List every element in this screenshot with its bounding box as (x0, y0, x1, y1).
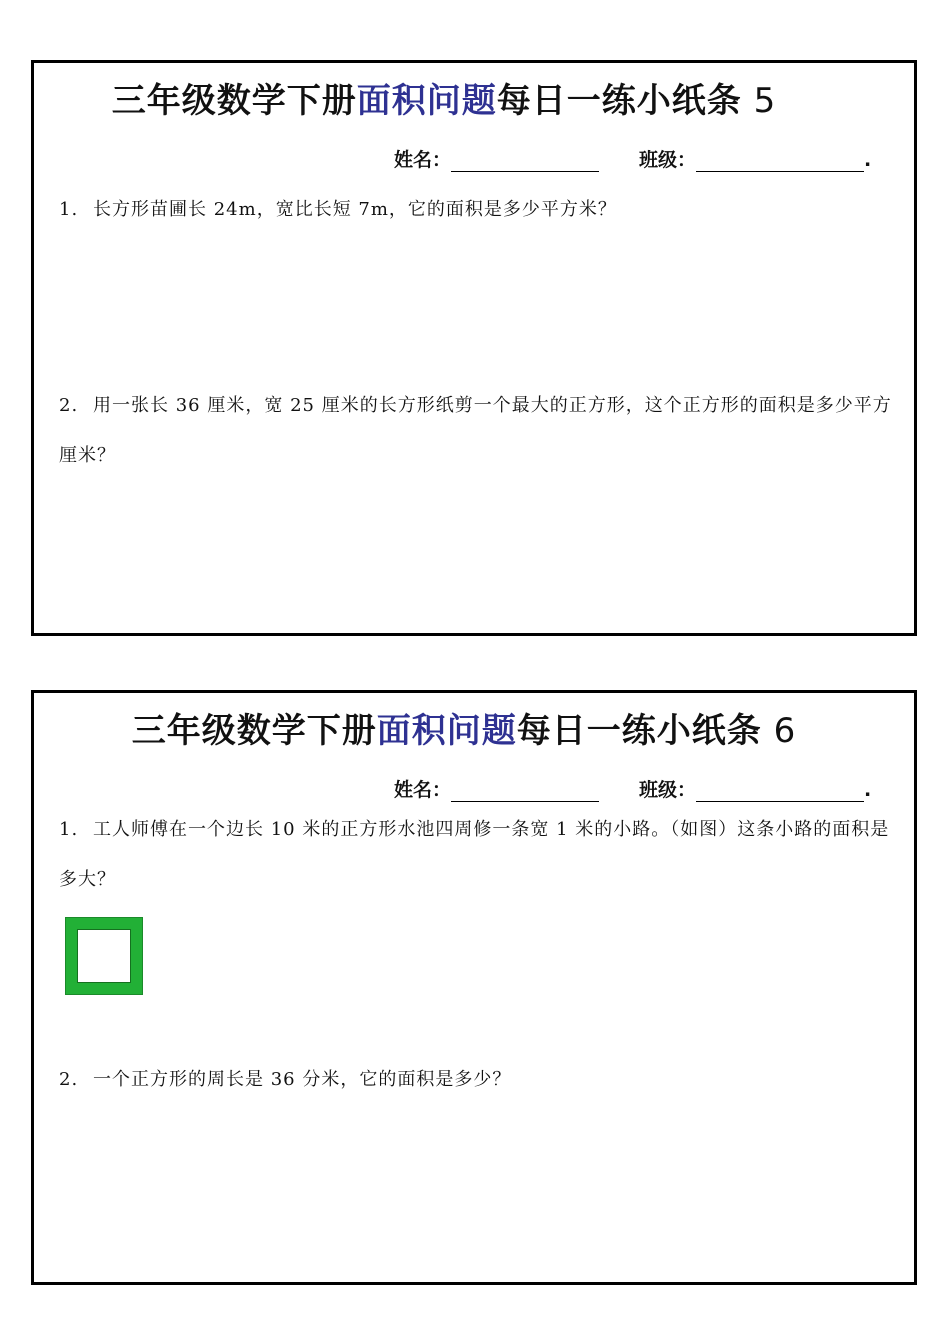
question-number: 1. (59, 819, 79, 840)
title-highlight: 面积问题 (376, 711, 517, 751)
student-info-row (394, 775, 871, 802)
worksheet-card-6 (31, 690, 917, 1285)
end-mark: . (864, 149, 872, 171)
card-title: 三年级数学下册面积问题每日一练小纸条 5 (111, 81, 777, 121)
name-blank[interactable] (451, 149, 599, 172)
question-1 (59, 185, 899, 235)
question-text: 长方形苗圃长 24m，宽比长短 7m，它的面积是多少平方米？ (93, 199, 617, 220)
question-text: 一个正方形的周长是 36 分米，它的面积是多少？ (93, 1069, 512, 1090)
class-label: 班级： (639, 779, 697, 801)
question-number: 2. (59, 1069, 79, 1090)
name-label: 姓名： (394, 149, 452, 171)
question-2 (59, 381, 899, 481)
question-1 (59, 805, 899, 905)
title-number: 6 (773, 711, 797, 751)
question-text: 用一张长 36 厘米，宽 25 厘米的长方形纸剪一个最大的正方形，这个正方形的面积是多少平方厘米？ (59, 395, 892, 466)
student-info-row (394, 145, 871, 172)
name-label: 姓名： (394, 779, 452, 801)
class-label: 班级： (639, 149, 697, 171)
question-number: 1. (59, 199, 79, 220)
square-pool-path-figure (65, 917, 143, 995)
class-blank[interactable] (696, 779, 864, 802)
worksheet-card-5 (31, 60, 917, 636)
question-text: 工人师傅在一个边长 10 米的正方形水池四周修一条宽 1 米的小路。（如图）这条小路的面积是多大？ (59, 819, 890, 890)
name-blank[interactable] (451, 779, 599, 802)
title-number: 5 (753, 81, 777, 121)
question-2 (59, 1055, 899, 1105)
title-highlight: 面积问题 (356, 81, 497, 121)
question-number: 2. (59, 395, 79, 416)
end-mark: . (864, 779, 872, 801)
card-title: 三年级数学下册面积问题每日一练小纸条 6 (131, 711, 797, 751)
class-blank[interactable] (696, 149, 864, 172)
pool-square (77, 929, 131, 983)
